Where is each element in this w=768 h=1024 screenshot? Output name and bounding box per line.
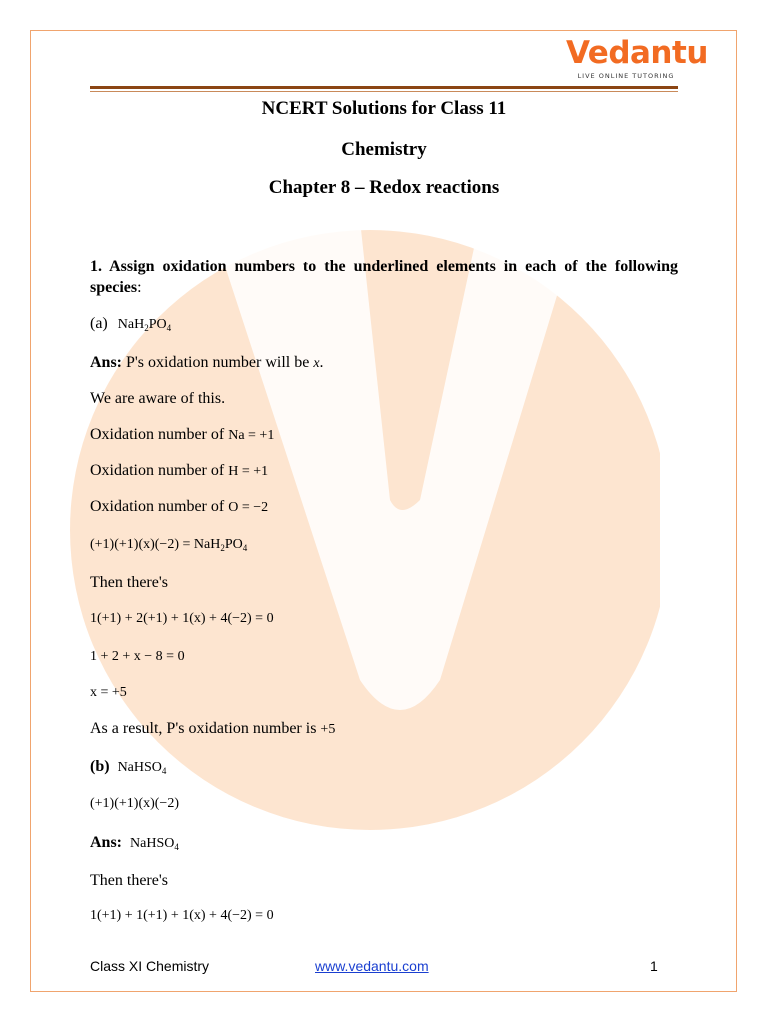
question-1 bbox=[90, 256, 678, 298]
ans-label: Ans: bbox=[90, 354, 123, 371]
equation-1: $(+1)(+1)(x)(-2) = NaH_2PO_4$ bbox=[90, 537, 248, 553]
part-b-equation-2: 1(+1) + 1(+1) + 1(x) + 4(−2) = 0 bbox=[90, 908, 274, 923]
ans-variable: x bbox=[313, 356, 320, 371]
logo-wordmark: Vedantu bbox=[566, 35, 708, 71]
part-b-heading bbox=[90, 758, 166, 776]
part-b-answer bbox=[90, 834, 179, 852]
page-number: 1 bbox=[650, 958, 658, 974]
result-line bbox=[90, 720, 335, 738]
footer-class: Class XI Chemistry bbox=[90, 958, 210, 974]
ox-o-value: O = −2 bbox=[228, 500, 269, 515]
doc-subject: Chemistry bbox=[341, 139, 427, 160]
question-text: Assign oxidation numbers to the underlined elements in each of the following species bbox=[90, 258, 678, 296]
header-rule bbox=[90, 86, 678, 89]
chapter-title: Chapter 8 – Redox reactions bbox=[268, 177, 500, 198]
then-line-b: Then there's bbox=[90, 872, 168, 889]
part-a-heading bbox=[90, 315, 171, 333]
question-number: 1. bbox=[90, 258, 102, 275]
ox-o-line bbox=[90, 498, 268, 516]
result-value: +5 bbox=[320, 722, 336, 737]
ox-h-line bbox=[90, 462, 268, 480]
ox-h-value: H = +1 bbox=[228, 464, 269, 479]
equation-4: x = +5 bbox=[90, 685, 127, 700]
then-line-a: Then there's bbox=[90, 574, 168, 591]
vedantu-logo bbox=[566, 35, 708, 80]
result-text: As a result, P's oxidation number is bbox=[90, 720, 317, 737]
ox-label: Oxidation number of bbox=[90, 498, 225, 515]
equation-3: 1 + 2 + x − 8 = 0 bbox=[90, 649, 185, 664]
part-b-label: (b) bbox=[90, 758, 110, 775]
part-b-formula: NaHSO$_4$ bbox=[117, 760, 167, 776]
doc-title: NCERT Solutions for Class 11 bbox=[261, 98, 507, 119]
ox-label: Oxidation number of bbox=[90, 426, 225, 443]
aware-line: We are aware of this. bbox=[90, 390, 226, 407]
ans-text: P's oxidation number will be bbox=[126, 354, 310, 371]
ans-label: Ans: bbox=[90, 834, 123, 851]
part-a-answer bbox=[90, 354, 324, 372]
part-a-formula: $NaH_2PO_4$ bbox=[117, 317, 172, 333]
footer-link[interactable]: www.vedantu.com bbox=[315, 958, 429, 974]
logo-tagline: LIVE ONLINE TUTORING bbox=[577, 72, 675, 80]
part-b-equation-1: (+1)(+1)(x)(−2) bbox=[90, 796, 179, 811]
equation-2: 1(+1) + 2(+1) + 1(x) + 4(−2) = 0 bbox=[90, 611, 274, 626]
ans-period: . bbox=[319, 354, 324, 371]
header-rule-thin bbox=[90, 91, 678, 92]
part-a-label: (a) bbox=[90, 315, 108, 332]
part-b-ans-formula: NaHSO$_4$ bbox=[130, 836, 179, 852]
ox-na-line bbox=[90, 426, 274, 444]
question-colon: : bbox=[137, 279, 142, 296]
ox-na-value: Na = +1 bbox=[228, 428, 275, 443]
ox-label: Oxidation number of bbox=[90, 462, 225, 479]
